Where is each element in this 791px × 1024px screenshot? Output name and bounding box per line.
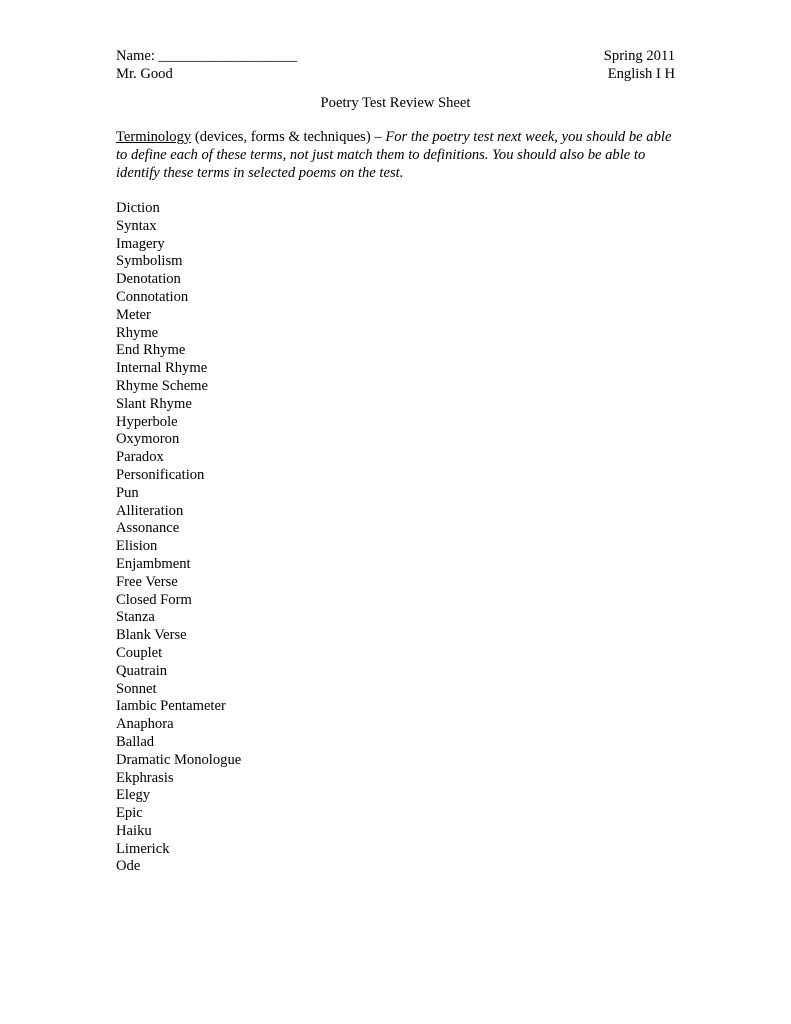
- term-item: Limerick: [116, 840, 170, 857]
- term-item: Elision: [116, 538, 158, 555]
- term-item: Personification: [116, 466, 205, 483]
- term-item: Stanza: [116, 609, 155, 626]
- instructions-text: For the poetry test next week, you should be able to define each of these terms, not just match them to definitions. You should also be able to identify these terms in selected poems on the test.: [116, 129, 672, 181]
- term-item: Iambic Pentameter: [116, 698, 226, 715]
- term-item: Diction: [116, 200, 160, 216]
- term-item: Ode: [116, 858, 141, 875]
- term-item: Free Verse: [116, 573, 178, 590]
- term-item: Blank Verse: [116, 627, 187, 644]
- intro-paragraph: [116, 129, 676, 182]
- term-item: Assonance: [116, 520, 180, 537]
- term-item: Denotation: [116, 271, 181, 288]
- terminology-heading: Terminology: [116, 129, 192, 145]
- term-item: Closed Form: [116, 591, 192, 608]
- term-item: Connotation: [116, 288, 189, 305]
- term-item: Ballad: [116, 733, 155, 750]
- header-row-1: [116, 47, 675, 65]
- term-item: Epic: [116, 805, 143, 822]
- term-item: Meter: [116, 306, 151, 323]
- term-item: Paradox: [116, 449, 164, 466]
- term-item: Ekphrasis: [116, 769, 174, 786]
- page-title: Poetry Test Review Sheet: [320, 95, 471, 111]
- term-item: Enjambment: [116, 555, 191, 572]
- term-item: Sonnet: [116, 680, 157, 697]
- term-item: Elegy: [116, 787, 151, 804]
- term-item: Symbolism: [116, 253, 183, 270]
- term-item: Couplet: [116, 644, 163, 661]
- term-item: Syntax: [116, 217, 157, 234]
- term-item: Slant Rhyme: [116, 395, 192, 412]
- term-item: Rhyme: [116, 324, 159, 341]
- term-item: Dramatic Monologue: [116, 751, 242, 768]
- name-field-label: Name: ___________________: [116, 48, 298, 64]
- course-name: English I H: [607, 66, 675, 82]
- term-item: Imagery: [116, 235, 165, 252]
- term-item: End Rhyme: [116, 342, 186, 359]
- term-item: Anaphora: [116, 716, 174, 733]
- term-item: Haiku: [116, 822, 152, 839]
- terminology-subheading: (devices, forms & techniques) –: [191, 129, 386, 145]
- semester-label: Spring 2011: [603, 48, 675, 64]
- teacher-name: Mr. Good: [116, 66, 173, 82]
- term-item: Quatrain: [116, 662, 168, 679]
- term-item: Oxymoron: [116, 431, 180, 448]
- term-item: Pun: [116, 484, 139, 501]
- term-item: Rhyme Scheme: [116, 377, 209, 394]
- term-item: Internal Rhyme: [116, 360, 208, 377]
- terms-list: [116, 200, 241, 876]
- term-item: Hyperbole: [116, 413, 178, 430]
- header-row-2: [116, 65, 675, 83]
- term-item: Alliteration: [116, 502, 184, 519]
